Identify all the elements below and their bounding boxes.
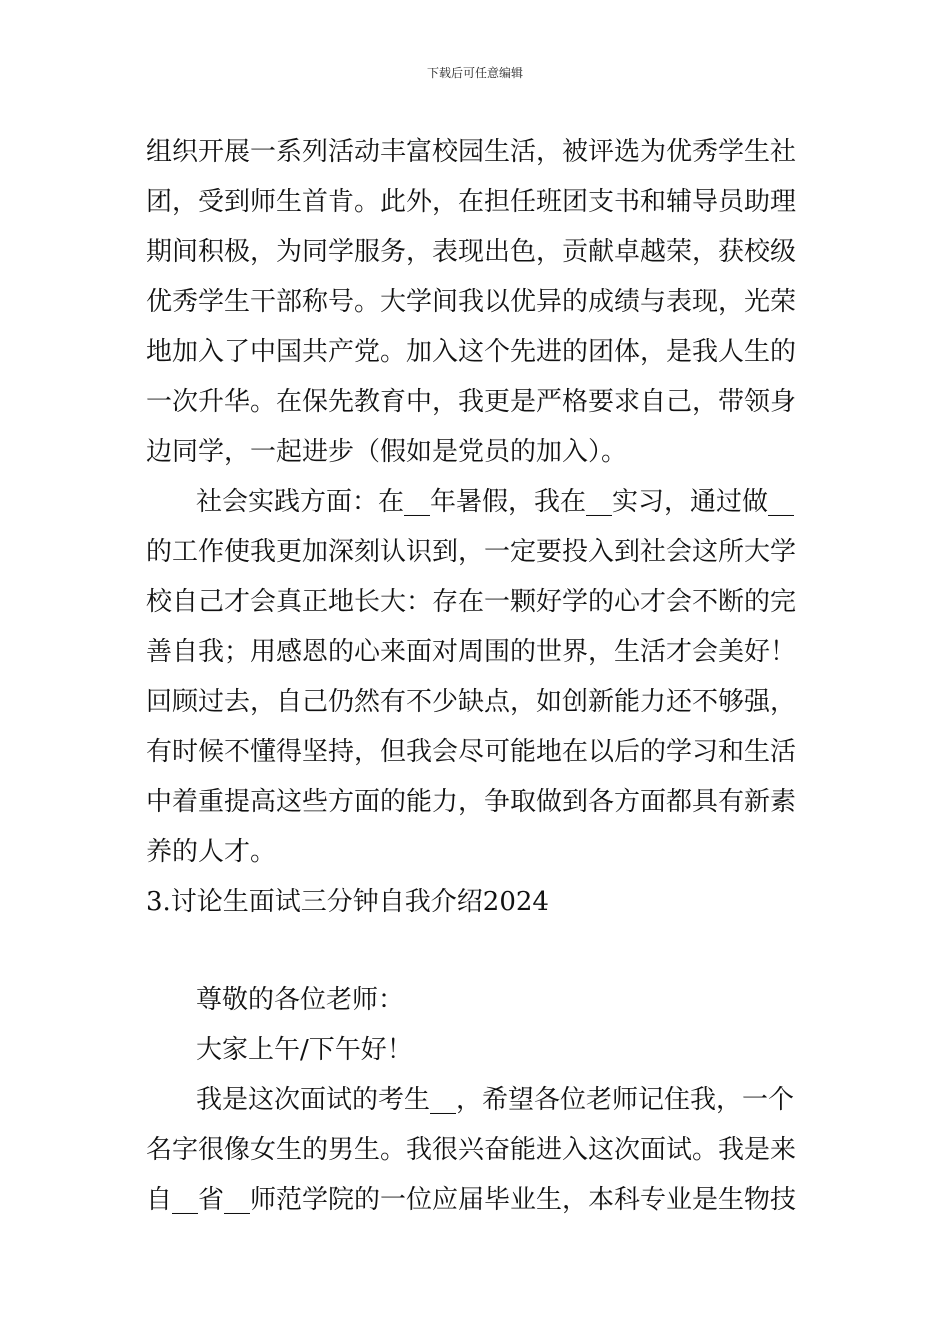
paragraph-line: 养的人才。 [146,837,277,867]
paragraph-line: 组织开展一系列活动丰富校园生活，被评选为优秀学生社 [146,137,797,167]
greeting-line: 大家上午/下午好！ [196,1035,413,1065]
paragraph-line: 名字很像女生的男生。我很兴奋能进入这次面试。我是来 [146,1135,797,1165]
paragraph-line: 一次升华。在保先教育中，我更是严格要求自己，带领身 [146,387,797,417]
paragraph-line: 回顾过去，自己仍然有不少缺点，如创新能力还不够强， [146,687,797,717]
page-header-note: 下载后可任意编辑 [426,66,523,80]
paragraph-line: 有时候不懂得坚持，但我会尽可能地在以后的学习和生活 [146,737,797,767]
paragraph-line: 我是这次面试的考生__，希望各位老师记住我，一个 [196,1085,795,1115]
paragraph-line: 期间积极，为同学服务，表现出色，贡献卓越荣，获校级 [146,237,797,267]
salutation-line: 尊敬的各位老师： [196,985,405,1015]
paragraph-line: 地加入了中国共产党。加入这个先进的团体，是我人生的 [146,337,797,367]
paragraph-line: 自__省__师范学院的一位应届毕业生，本科专业是生物技 [146,1185,797,1215]
paragraph-line: 的工作使我更加深刻认识到，一定要投入到社会这所大学 [146,537,797,567]
paragraph-line: 校自己才会真正地长大：存在一颗好学的心才会不断的完 [146,587,797,617]
paragraph-line: 中着重提高这些方面的能力，争取做到各方面都具有新素 [146,787,797,817]
section-heading: 3.讨论生面试三分钟自我介绍2024 [146,887,549,917]
paragraph-line: 善自我；用感恩的心来面对周围的世界，生活才会美好！ [146,637,797,667]
paragraph-line: 社会实践方面：在__年暑假，我在__实习，通过做__ [196,487,795,517]
paragraph-line: 团，受到师生首肯。此外，在担任班团支书和辅导员助理 [146,187,797,217]
paragraph-line: 边同学，一起进步（假如是党员的加入）。 [146,437,628,467]
paragraph-line: 优秀学生干部称号。大学间我以优异的成绩与表现，光荣 [146,287,797,317]
